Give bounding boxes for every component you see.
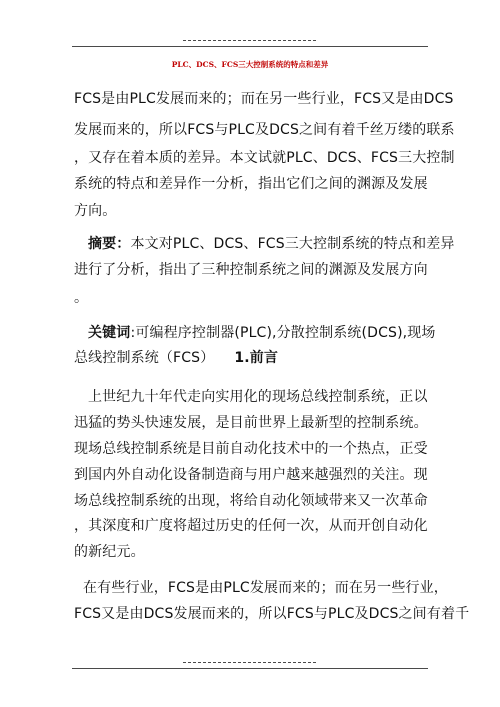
closing-line-2: FCS又是由DCS发展而来的，所以FCS与PLC及DCS之间有着千 (74, 606, 470, 622)
preface-line-1: 上世纪九十年代走向实用化的现场总线控制系统，正以 (88, 389, 428, 405)
footer-rule (72, 668, 428, 669)
keywords-text-1: :可编程序控制器(PLC),分散控制系统(DCS),现场 (130, 325, 436, 341)
intro-line-3: ，又存在着本质的差异。本文试就PLC、DCS、FCS三大控制 (74, 150, 455, 166)
intro-line-2: 发展而来的，所以FCS与PLC及DCS之间有着千丝万缕的联系 (74, 122, 455, 138)
closing-line-1: 在有些行业，FCS是由PLC发展而来的；而在另一些行业， (83, 580, 448, 596)
footer-dashed-line (183, 662, 316, 663)
preface-line-2: 迅猛的势头快速发展，是目前世界上最新型的控制系统。 (74, 415, 428, 431)
keywords-text-2: 总线控制系统（FCS） (74, 350, 215, 366)
preface-line-3: 现场总线控制系统是目前自动化技术中的一个热点，正受 (74, 441, 428, 457)
intro-line-4: 系统的特点和差异作一分析，指出它们之间的渊源及发展 (74, 176, 428, 192)
preface-line-4: 到国内外自动化设备制造商与用户越来越强烈的关注。现 (74, 467, 428, 483)
keywords-line-1 (88, 323, 448, 343)
preface-line-5: 场总线控制系统的出现，将给自动化领域带来又一次革命 (74, 493, 428, 509)
abstract-text-1: 本文对PLC、DCS、FCS三大控制系统的特点和差异 (130, 236, 455, 252)
abstract-line-3: 。 (74, 290, 89, 306)
header-dashed-line (183, 40, 316, 41)
header-rule (72, 46, 428, 47)
intro-line-5: 方向。 (74, 203, 117, 219)
preface-line-6: ，其深度和广度将超过历史的任何一次，从而开创自动化 (74, 518, 428, 534)
preface-line-7: 的新纪元。 (74, 544, 145, 560)
keywords-line-2 (74, 348, 434, 368)
running-title: PLC、DCS、FCS三大控制系统的特点和差异 (171, 60, 329, 69)
abstract-line-1 (88, 234, 455, 254)
keywords-label: 关键词 (88, 325, 131, 341)
intro-line-1: FCS是由PLC发展而来的；而在另一些行业，FCS又是由DCS (74, 91, 454, 107)
section-heading-preface: 1.前言 (234, 350, 279, 366)
abstract-line-2: 进行了分析，指出了三种控制系统之间的渊源及发展方向 (74, 262, 428, 278)
abstract-label: 摘要： (88, 236, 131, 252)
